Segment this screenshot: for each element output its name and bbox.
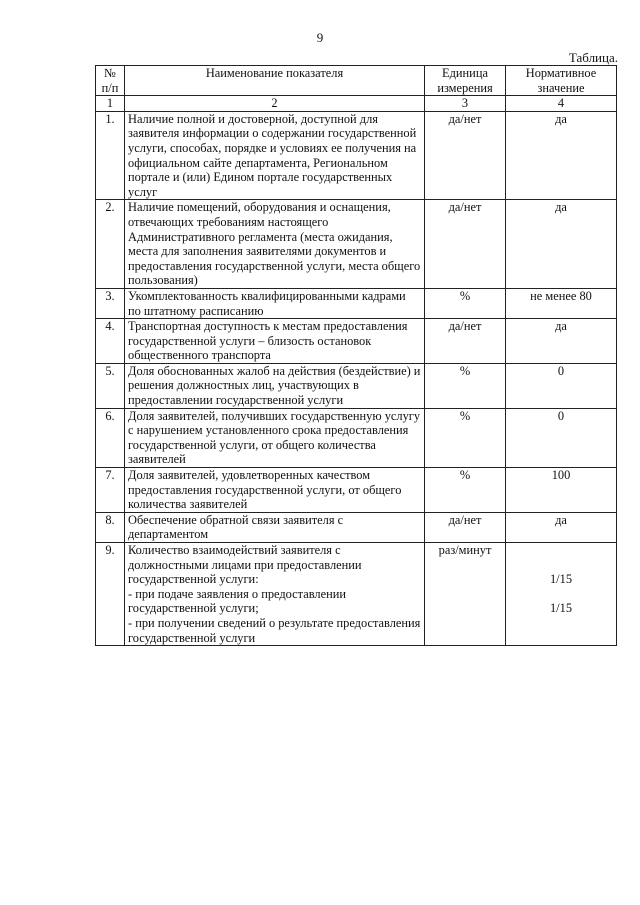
indicator-name-item: - при подаче заявления о предоставлении государственной услуги; (128, 586, 346, 616)
row-number: 7. (96, 468, 125, 513)
column-index-row (96, 96, 617, 112)
indicator-unit: % (425, 288, 506, 318)
table-row (96, 288, 617, 318)
row-number: 1. (96, 111, 125, 200)
indicator-name-intro: Количество взаимодействий заявителя с должностными лицами при предоставлении государственной услуги: (128, 543, 362, 587)
table-row (96, 363, 617, 408)
indicator-name: Обеспечение обратной связи заявителя с департаментом (125, 512, 425, 542)
indicator-unit: да/нет (425, 319, 506, 364)
row-number: 3. (96, 288, 125, 318)
page-number: 9 (316, 30, 324, 45)
table-row (96, 319, 617, 364)
indicator-unit: да/нет (425, 111, 506, 200)
indicator-name: Наличие помещений, оборудования и оснащения, отвечающих требованиям настоящего Административного регламента (места ожидания, места для заполнения заявителями документов и предоставления государственной услуги, места общего пользования) (125, 200, 425, 289)
table-row (96, 543, 617, 646)
indicator-name: Укомплектованность квалифицированными кадрами по штатному расписанию (125, 288, 425, 318)
norm-value: 1/15 (549, 601, 573, 616)
indicator-unit: % (425, 363, 506, 408)
indicator-name: Доля заявителей, удовлетворенных качеством предоставления государственной услуги, от общего количества заявителей (125, 468, 425, 513)
table-row (96, 111, 617, 200)
indicator-norm: да (506, 200, 617, 289)
column-index: 2 (125, 96, 425, 112)
indicator-name: Транспортная доступность к местам предоставления государственной услуги – близость остановок общественного транспорта (125, 319, 425, 364)
header-norm: Нормативное значение (506, 66, 617, 96)
header-unit: Единица измерения (425, 66, 506, 96)
indicator-unit: да/нет (425, 200, 506, 289)
table-row (96, 408, 617, 467)
indicator-unit: % (425, 408, 506, 467)
table-row (96, 200, 617, 289)
indicator-norm: 0 (506, 408, 617, 467)
norm-value: 1/15 (549, 572, 573, 587)
header-name: Наименование показателя (125, 66, 425, 96)
indicator-norm: да (506, 512, 617, 542)
row-number: 8. (96, 512, 125, 542)
indicator-unit: раз/минут (425, 543, 506, 646)
table-caption: Таблица. (568, 50, 618, 65)
column-index: 4 (506, 96, 617, 112)
indicator-norm: да (506, 111, 617, 200)
row-number: 5. (96, 363, 125, 408)
row-number: 6. (96, 408, 125, 467)
column-index: 3 (425, 96, 506, 112)
indicator-norm: да (506, 319, 617, 364)
indicator-norm: 100 (506, 468, 617, 513)
indicator-norm: не менее 80 (506, 288, 617, 318)
indicator-name: Наличие полной и достоверной, доступной для заявителя информации о содержании государственной услуги, способах, порядке и условиях ее получения на официальном сайте департамента, Региональном портале и (или) Едином портале государственных услуг (125, 111, 425, 200)
indicator-name-item: - при получении сведений о результате предоставления государственной услуги (128, 615, 421, 645)
indicator-unit: да/нет (425, 512, 506, 542)
row-number: 9. (96, 543, 125, 646)
indicator-name: Доля обоснованных жалоб на действия (бездействие) и решения должностных лиц, участвующих в предоставлении государственной услуги (125, 363, 425, 408)
table-row (96, 468, 617, 513)
indicator-norm (506, 543, 617, 646)
table-row (96, 512, 617, 542)
column-index: 1 (96, 96, 125, 112)
indicator-unit: % (425, 468, 506, 513)
table-header-row (96, 66, 617, 96)
row-number: 4. (96, 319, 125, 364)
row-number: 2. (96, 200, 125, 289)
header-num: № п/п (96, 66, 125, 96)
indicator-name (125, 543, 425, 646)
indicator-name: Доля заявителей, получивших государственную услугу с нарушением установленного срока предоставления государственной услуги, от общего количества заявителей (125, 408, 425, 467)
indicator-norm: 0 (506, 363, 617, 408)
indicators-table (95, 65, 617, 646)
